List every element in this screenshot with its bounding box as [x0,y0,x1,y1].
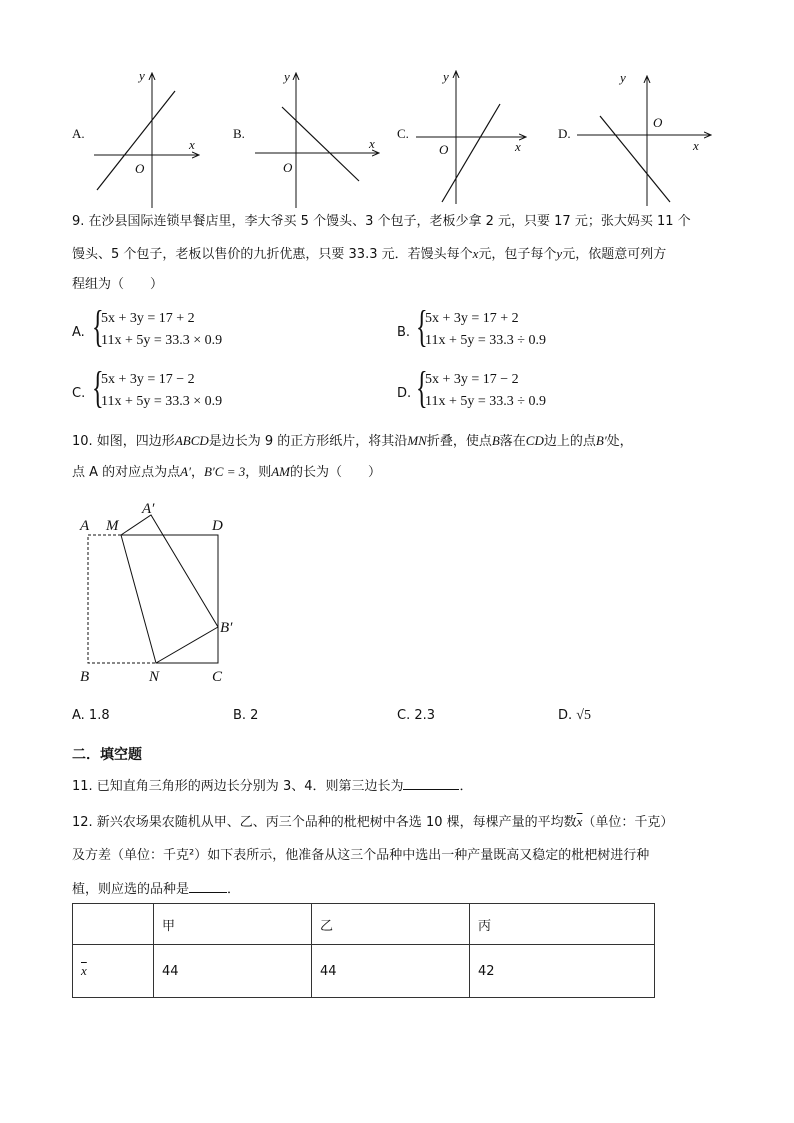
q12-line1: 12. 新兴农场果农随机从甲、乙、丙三个品种的枇杷树中各选 10 棵，每棵产量的平均数$\overline{x}$（单位：千克） [72,814,674,830]
q11-text: 11. 已知直角三角形的两边长分别为 3、4．则第三边长为 ． [72,779,473,794]
svg-text:x: x [693,138,699,153]
label-N: N [149,669,160,685]
q8-graphs [0,60,794,210]
label-D: D [212,518,223,534]
q9-line2: 馒头、5 个包子，老板以售价的九折优惠，只要 33.3 元．若馒头每个x元，包子每个y元，依题意可列方 [72,246,667,262]
table-header-row: 甲 乙 丙 [73,904,655,945]
label-B: B [80,669,90,685]
svg-text:y: y [443,69,449,84]
graph-a [94,68,198,208]
q10-line2: 点 A 的对应点为点A′，B′C = 3，则AM的长为（ ） [72,464,382,480]
dashed-edges [88,535,156,663]
label-Ap: A′ [142,501,155,517]
q12-answer-blank[interactable] [189,880,227,893]
q9-option-a-eq[interactable]: 5x + 3y = 17 + 2 11x + 5y = 33.3 × 0.9 [101,311,223,348]
label-Bp: B′ [220,620,233,636]
svg-text:O: O [283,160,293,175]
q10-option-d[interactable]: D. √5 [558,708,591,723]
svg-text:x: x [515,139,521,154]
option-b-label[interactable]: B. [233,126,245,141]
svg-text:x: x [369,136,375,151]
svg-text:y: y [284,69,290,84]
section-title: 二．填空题 [72,747,142,763]
label-A: A [80,518,90,534]
q9-option-a-label[interactable]: A. [72,325,85,340]
x-label: x [189,137,195,152]
option-a-label[interactable]: A. [72,126,85,141]
folded-part [121,515,218,663]
q9-option-c-eq[interactable]: 5x + 3y = 17 − 2 11x + 5y = 33.3 × 0.9 [101,372,223,409]
y-label: y [139,68,145,83]
q10-line1: 10. 如图，四边形ABCD是边长为 9 的正方形纸片，将其沿MN折叠，使点B落在CD边上的点B′处， [72,433,633,449]
q10-option-b[interactable]: B. 2 [233,708,259,723]
option-c-label[interactable]: C. [397,126,409,141]
label-M: M [106,518,119,534]
q9-option-d-eq[interactable]: 5x + 3y = 17 − 2 11x + 5y = 33.3 ÷ 0.9 [425,372,546,409]
square-edges [121,535,218,663]
svg-text:y: y [620,70,626,85]
label-C: C [212,669,223,685]
q9-option-c-label[interactable]: C. [72,386,86,401]
q9-option-b-label[interactable]: B. [397,325,411,340]
table-row: $\overline{x}$ 44 44 42 [73,945,655,998]
q9-line1: 9. 在沙县国际连锁早餐店里，李大爷买 5 个馒头、3 个包子，老板少拿 2 元，只要 17 元；张大妈买 11 个 [72,214,691,229]
data-table [72,903,655,998]
q9-option-d-label[interactable]: D. [397,386,412,401]
q11-answer-blank[interactable] [403,777,459,790]
q10-option-a[interactable]: A. 1.8 [72,708,110,723]
graph-b [255,69,378,208]
q9-option-b-eq[interactable]: 5x + 3y = 17 + 2 11x + 5y = 33.3 ÷ 0.9 [425,311,546,348]
graph-d [577,70,710,206]
origin-label: O [135,161,145,176]
graph-c [416,69,525,204]
svg-text:O: O [653,115,663,130]
svg-text:O: O [439,142,449,157]
q9-line3: 程组为（ ） [72,277,164,292]
option-d-label[interactable]: D. [558,126,571,141]
q12-line3: 植，则应选的品种是 ． [72,882,241,897]
q10-option-c[interactable]: C. 2.3 [397,708,436,723]
q10-figure [70,495,260,690]
q12-line2: 及方差（单位：千克²）如下表所示，他准备从这三个品种中选出一种产量既高又稳定的枇杷树进行种 [72,848,650,863]
